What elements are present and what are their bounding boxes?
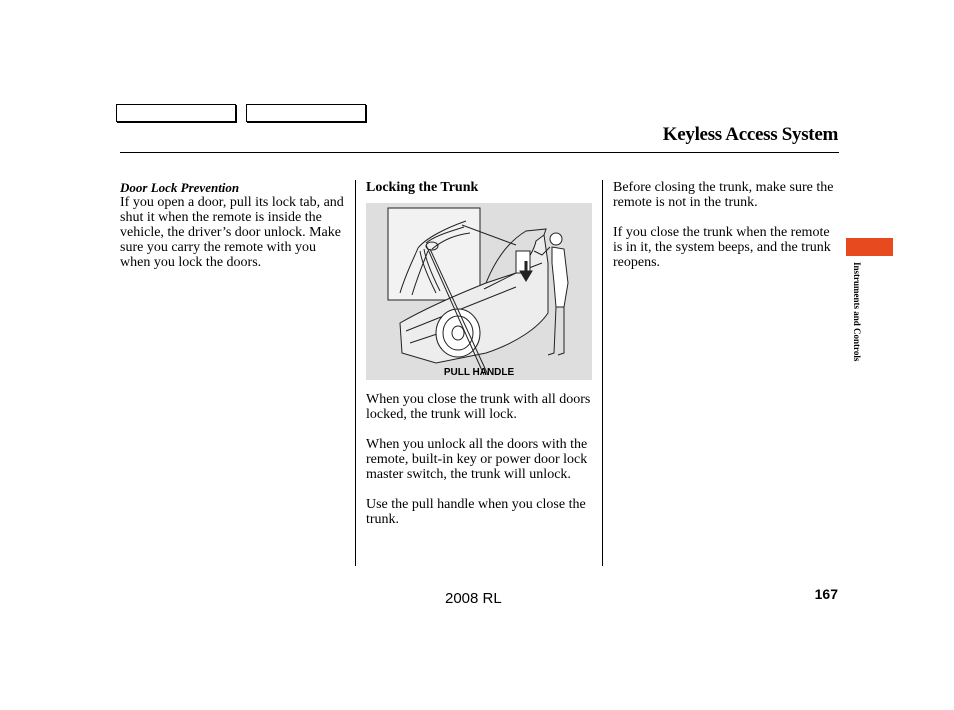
door-lock-prevention-text: If you open a door, pull its lock tab, and shut it when the remote is inside the vehicle, the driver’s door unlock. Make sure you carry the remote with you when you lock the doors.	[120, 195, 344, 270]
column-divider	[355, 180, 356, 566]
page-number: 167	[814, 586, 838, 602]
trunk-illustration	[366, 203, 592, 380]
column-right	[613, 180, 841, 285]
trunk-reopen-text: If you close the trunk when the remote is in it, the system beeps, and the trunk reopens.	[613, 225, 831, 270]
section-tab	[846, 238, 893, 256]
footer-model: 2008 RL	[445, 590, 502, 607]
trunk-unlock-text: When you unlock all the doors with the remote, built-in key or power door lock master switch, the trunk will unlock.	[366, 437, 588, 482]
locking-trunk-heading: Locking the Trunk	[366, 180, 479, 195]
pull-handle-text: Use the pull handle when you close the trunk.	[366, 497, 586, 527]
car-trunk-drawing	[366, 203, 592, 380]
section-tab-label: Instruments and Controls	[852, 262, 862, 362]
title-rule	[120, 152, 839, 153]
remote-check-text: Before closing the trunk, make sure the remote is not in the trunk.	[613, 180, 834, 210]
trunk-lock-text: When you close the trunk with all doors locked, the trunk will lock.	[366, 392, 591, 422]
door-lock-prevention-heading: Door Lock Prevention	[120, 180, 240, 195]
column-left	[120, 180, 348, 285]
column-divider	[602, 180, 603, 566]
column-middle	[366, 180, 592, 542]
nav-button-prev[interactable]	[116, 104, 236, 122]
nav-button-next[interactable]	[246, 104, 366, 122]
pull-handle-label: PULL HANDLE	[443, 367, 515, 378]
page-title: Keyless Access System	[662, 124, 838, 145]
